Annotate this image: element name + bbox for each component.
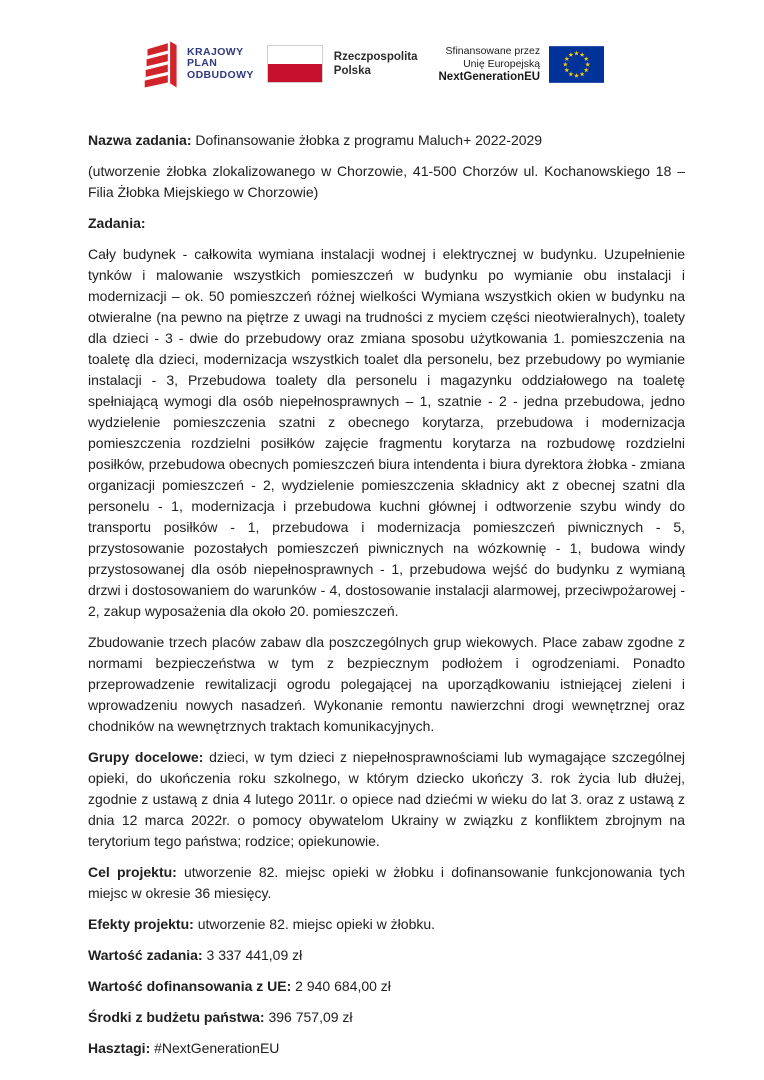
task-name-value: Dofinansowanie żłobka z programu Maluch+ 2022-2029 — [191, 132, 543, 148]
location-text: (utworzenie żłobka zlokalizowanego w Chorzowie, 41-500 Chorzów ul. Kochanowskiego 18 – Filia Żłobka Miejskiego w Chorzowie) — [88, 163, 685, 200]
eu-funding-logo — [439, 45, 605, 84]
paragraph-task-value — [88, 945, 685, 966]
eu-funding-line: NextGenerationEU — [438, 70, 541, 83]
kpo-logo-text — [187, 47, 254, 82]
paragraph-state-budget-funds — [88, 1007, 685, 1028]
kpo-logo-line: KRAJOWY — [187, 45, 244, 58]
tasks-heading-label: Zadania: — [88, 215, 146, 231]
target-groups-label: Grupy docelowe: — [88, 749, 204, 765]
eu-flag-icon — [549, 46, 604, 83]
eu-funding-label: Wartość dofinansowania z UE: — [88, 978, 292, 994]
eu-funding-text — [439, 45, 541, 84]
kpo-logo-line: PLAN — [187, 57, 218, 70]
paragraph-hashtags — [88, 1038, 685, 1059]
project-goal-label: Cel projektu: — [88, 864, 177, 880]
paragraph-target-groups — [88, 747, 685, 852]
eu-funding-amount: 2 940 684,00 zł — [291, 978, 391, 994]
eu-funding-line: Unię Europejską — [463, 57, 541, 70]
document-body — [88, 130, 685, 1069]
kpo-logo-icon — [141, 40, 178, 88]
paragraph-eu-funding-value — [88, 976, 685, 997]
task-name-label: Nazwa zadania: — [88, 132, 192, 148]
paragraph-playgrounds — [88, 632, 685, 737]
logo-header — [141, 40, 604, 88]
hashtags-label: Hasztagi: — [88, 1040, 151, 1056]
task-value-amount: 3 337 441,09 zł — [202, 947, 303, 963]
target-groups-text: dzieci, w tym dzieci z niepełnosprawnościami lub wymagające szczególnej opieki, do ukończenia roku szkolnego, w którym dziecko ukończy 3. rok życia lub dłużej, zgodnie z ustawą z dnia 4 lutego 2011r. o opiece nad dziećmi w wieku do lat 3. oraz z ustawą z dnia 12 marca 2022r. o pomocy obywatelom Ukrainy w związku z konfliktem zbrojnym na terytorium tego państwa; rodzice; opiekunowie. — [88, 749, 685, 849]
paragraph-task-name — [88, 130, 685, 151]
heading-tasks — [88, 213, 685, 234]
playgrounds-text: Zbudowanie trzech placów zabaw dla poszczególnych grup wiekowych. Place zabaw zgodne z normami bezpieczeństwa w tym z bezpiecznym podłożem i ogrodzeniami. Ponadto przeprowadzenie rewitalizacji ogrodu polegającej na uporządkowaniu istniejącej zieleni i wprowadzeniu nowych nasadzeń. Wykonanie remontu nawierzchni drogi wewnętrznej oraz chodników na wewnętrznych traktach komunikacyjnych. — [88, 634, 685, 734]
tasks-building-text: Cały budynek - całkowita wymiana instalacji wodnej i elektrycznej w budynku. Uzupełnienie tynków i malowanie wszystkich pomieszczeń w budynku po wymianie obu instalacji i modernizacji – ok. 50 pomieszczeń różnej wielkości Wymiana wszystkich okien w budynku na otwieralne (na pewno na piętrze z uwagi na trudności z myciem części nieotwieralnych), toalety dla dzieci - 3 - dwie do przebudowy oraz zmiana sposobu użytkowania 1. pomieszczenia na toaletę dla dzieci, modernizacja wszystkich toalet dla personelu, bez przebudowy po wymianie instalacji - 3, Przebudowa toalety dla personelu i magazynku oddziałowego na toaletę spełniającą wymogi dla osób niepełnosprawnych – 1, szatnie - 2 - jedna przebudowa, jedno wydzielenie pomieszczenia szatni z obecnego korytarza, przebudowa i modernizacja pomieszczenia rozdzielni posiłków zajęcie fragmentu korytarza na rozbudowę rozdzielni posiłków, przebudowa obecnych pomieszczeń biura intendenta i biura dyrektora żłobka - zmiana organizacji pomieszczeń - 2, wydzielenie pomieszczenia składnicy akt z obecnej szatni dla personelu - 1, modernizacja i przebudowa kuchni głównej i odtworzenie szybu windy do transportu posiłków - 1, przebudowa i modernizacja pomieszczeń piwnicznych - 5, przystosowanie pozostałych pomieszczeń piwnicznych na wózkownię - 1, budowa windy przystosowanej dla osób niepełnosprawnych - 1, przebudowa wejść do budynku z wymianą drzwi i dostosowaniem do warunków - 4, dostosowanie instalacji alarmowej, przeciwpożarowej - 2, zakup wyposażenia dla około 20. pomieszczeń. — [88, 246, 685, 619]
project-effects-label: Efekty projektu: — [88, 916, 194, 932]
kpo-logo — [141, 40, 254, 88]
paragraph-project-goal — [88, 862, 685, 904]
poland-flag-icon — [267, 45, 323, 83]
kpo-logo-line: ODBUDOWY — [187, 68, 254, 81]
project-goal-text: utworzenie 82. miejsc opieki w żłobku i dofinansowanie funkcjonowania tych miejsc w okresie 36 miesięcy. — [88, 864, 685, 901]
eu-funding-line: Sfinansowane przez — [445, 44, 541, 57]
project-effects-text: utworzenie 82. miejsc opieki w żłobku. — [193, 916, 436, 932]
poland-logo-line: Polska — [333, 65, 371, 77]
paragraph-location — [88, 161, 685, 203]
paragraph-project-effects — [88, 914, 685, 935]
poland-logo — [267, 45, 418, 83]
poland-logo-text — [334, 50, 418, 78]
state-budget-label: Środki z budżetu państwa: — [88, 1009, 265, 1025]
paragraph-tasks-building — [88, 244, 685, 622]
poland-logo-line: Rzeczpospolita — [333, 51, 418, 63]
state-budget-amount: 396 757,09 zł — [264, 1009, 353, 1025]
task-value-label: Wartość zadania: — [88, 947, 203, 963]
hashtags-value: #NextGenerationEU — [150, 1040, 280, 1056]
